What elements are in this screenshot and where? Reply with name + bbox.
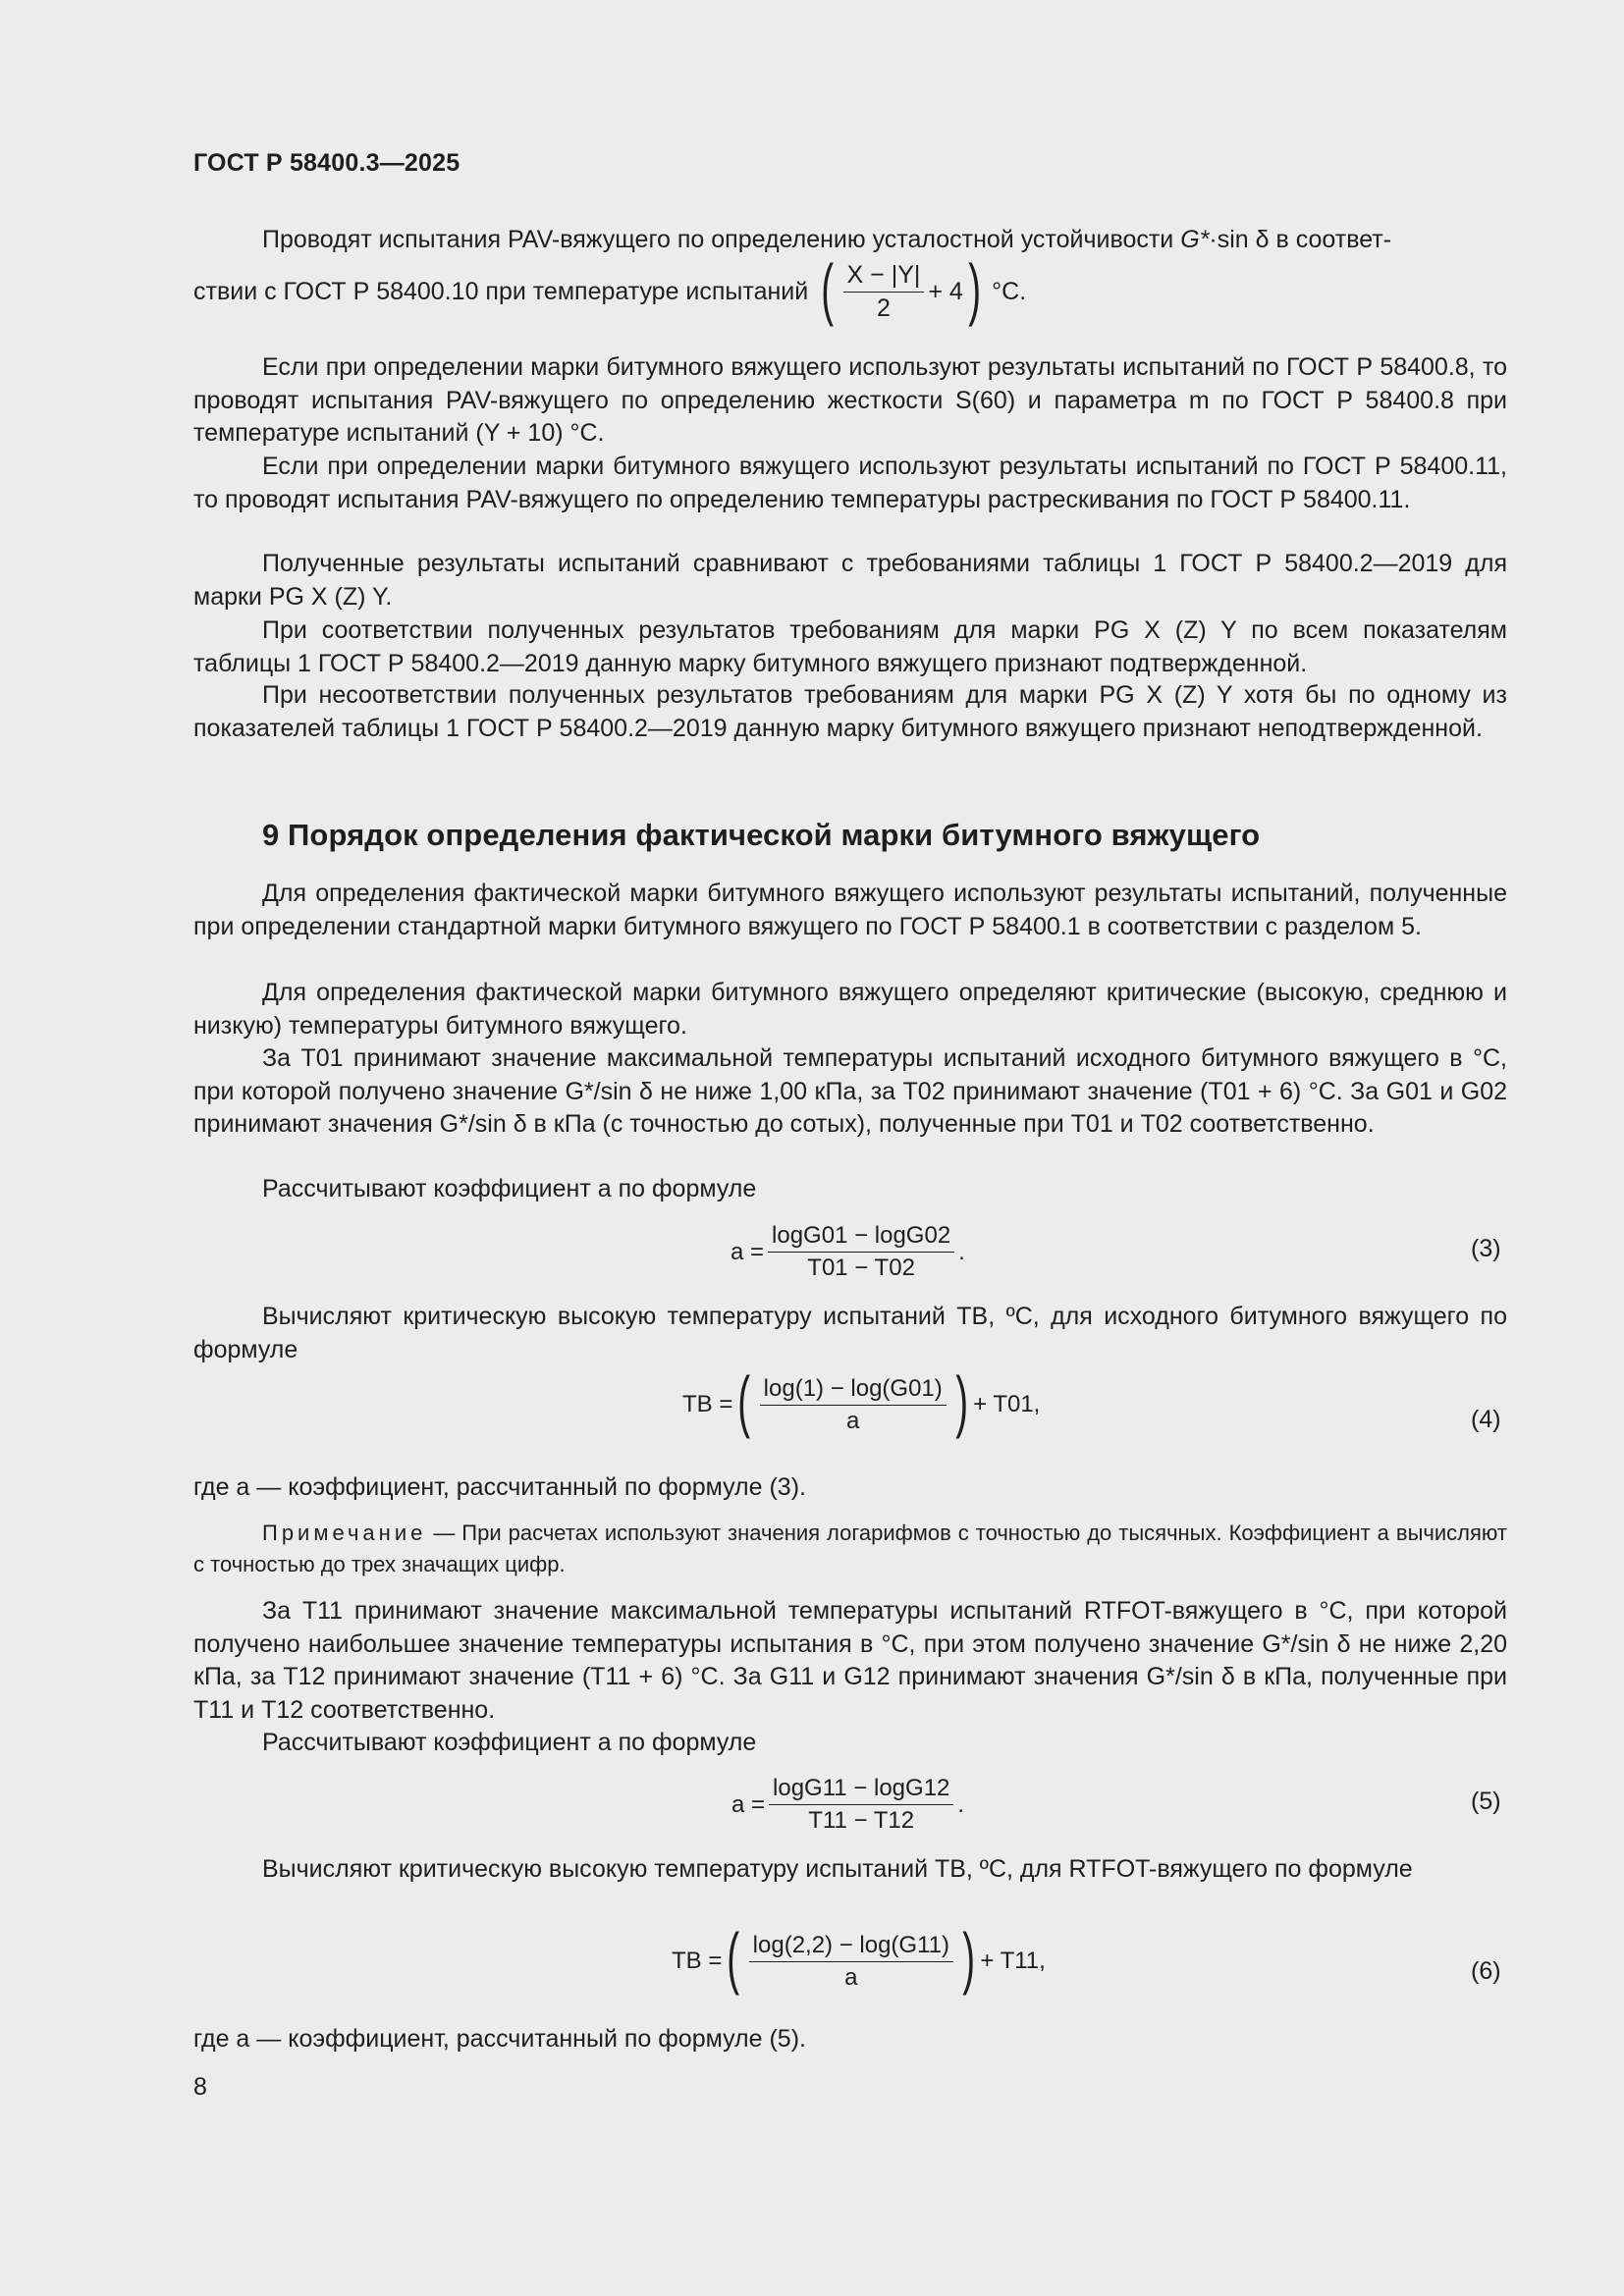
section-9-paragraph-9: Вычисляют критическую высокую температуру испытаний TB, ºС, для RTFOT-вяжущего по формуле — [262, 1855, 1413, 1883]
section-9-paragraph-10: где a — коэффициент, рассчитанный по формуле (5). — [193, 2025, 806, 2053]
page-number: 8 — [193, 2073, 207, 2101]
section-9-paragraph-4: Рассчитывают коэффициент a по формуле — [262, 1175, 757, 1202]
intro-paragraph-3: Если при определении марки битумного вяжущего используют результаты испытаний по ГОСТ Р 58400.11, то проводят испытания PAV-вяжущего по определению температуры растрескивания по ГОСТ Р 58400.11. — [193, 453, 1507, 513]
formula-4-number: (4) — [1471, 1406, 1501, 1433]
formula-3: a = $\frac{\log G01 - \log G02}{T01 - T02}$ . — [731, 1222, 965, 1281]
intro-paragraph-2: Если при определении марки битумного вяжущего используют результаты испытаний по ГОСТ Р 58400.8, то проводят испытания PAV-вяжущего по определению жесткости S(60) и параметра m по ГОСТ Р 58400.8 при температуре испытаний (Y + 10) °С. — [193, 353, 1507, 447]
formula-3-number: (3) — [1471, 1235, 1501, 1262]
formula-6-number: (6) — [1471, 1957, 1501, 1985]
section-9-paragraph-6: где a — коэффициент, рассчитанный по формуле (3). — [193, 1473, 806, 1501]
intro-paragraph-5: При соответствии полученных результатов требованиям для марки PG X (Z) Y по всем показателям таблицы 1 ГОСТ Р 58400.2—2019 данную марку битумного вяжущего признают подтвержденной. — [193, 616, 1507, 677]
section-9-paragraph-1: Для определения фактической марки битумного вяжущего используют результаты испытаний, полученные при определении стандартной марки битумного вяжущего по ГОСТ Р 58400.1 в соответствии с разделом 5. — [193, 880, 1507, 940]
formula-5: a = $\frac{\log G11 - \log G12}{T11 - T12}$ . — [731, 1775, 965, 1834]
section-9-paragraph-7: За T11 принимают значение максимальной температуры испытаний RTFOT-вяжущего в °C, при которой получено наибольшее значение температуры испытания в °С, при этом получено значение G*/sin δ не ниже 2,20 кПа, за T12 принимают значение (T11 + 6) °С. За G11 и G12 принимают значения G*/sin δ в кПа, полученные при T11 и T12 соответственно. — [193, 1597, 1507, 1724]
section-9-paragraph-2: Для определения фактической марки битумного вяжущего определяют критические (высокую, среднюю и низкую) температуры битумного вяжущего. — [193, 979, 1507, 1040]
document-header: ГОСТ Р 58400.3—2025 — [193, 149, 460, 177]
formula-6: TB = ( $\frac{\log(2,2) - \log(G11)}{a}$ ) + T11, — [672, 1919, 1046, 1996]
section-9-paragraph-5: Вычисляют критическую высокую температуру испытаний TB, ºС, для исходного битумного вяжущего по формуле — [193, 1303, 1507, 1363]
formula-4: TB = ( $\frac{\log(1) - \log(G01)}{a}$ ) + T01, — [682, 1362, 1041, 1439]
intro-fraction: $\frac{X - |Y|}{2}$ — [843, 261, 925, 323]
note: Примечание — При расчетах используют значения логарифмов с точностью до тысячных. Коэффициент a вычисляют с точностью до трех значащих цифр. — [193, 1521, 1507, 1576]
intro-paragraph-4: Полученные результаты испытаний сравнивают с требованиями таблицы 1 ГОСТ Р 58400.2—2019 для марки PG X (Z) Y. — [193, 550, 1507, 611]
formula-5-number: (5) — [1471, 1788, 1501, 1815]
section-9-paragraph-8: Рассчитывают коэффициент a по формуле — [262, 1729, 757, 1756]
intro-paragraph-6: При несоответствии полученных результатов требованиям для марки PG X (Z) Y хотя бы по одному из показателей таблицы 1 ГОСТ Р 58400.2—2019 данную марку битумного вяжущего признают неподтвержденной. — [193, 681, 1507, 742]
intro-paragraph-1: Проводят испытания PAV-вяжущего по определению усталостной устойчивости G*·sin δ в соответ- — [262, 226, 1392, 253]
section-9-paragraph-3: За T01 принимают значение максимальной температуры испытаний исходного битумного вяжущего в °C, при которой получено значение G*/sin δ не ниже 1,00 кПа, за T02 принимают значение (T01 + 6) °С. За G01 и G02 принимают значения G*/sin δ в кПа (с точностью до сотых), полученные при T01 и T02 соответственно. — [193, 1044, 1508, 1138]
intro-inline-formula-line: ствии с ГОСТ Р 58400.10 при температуре испытаний ( $\frac{X - |Y|}{2}$ + 4 ) °C. — [193, 249, 1027, 327]
section-9-heading: 9 Порядок определения фактической марки битумного вяжущего — [262, 818, 1261, 852]
